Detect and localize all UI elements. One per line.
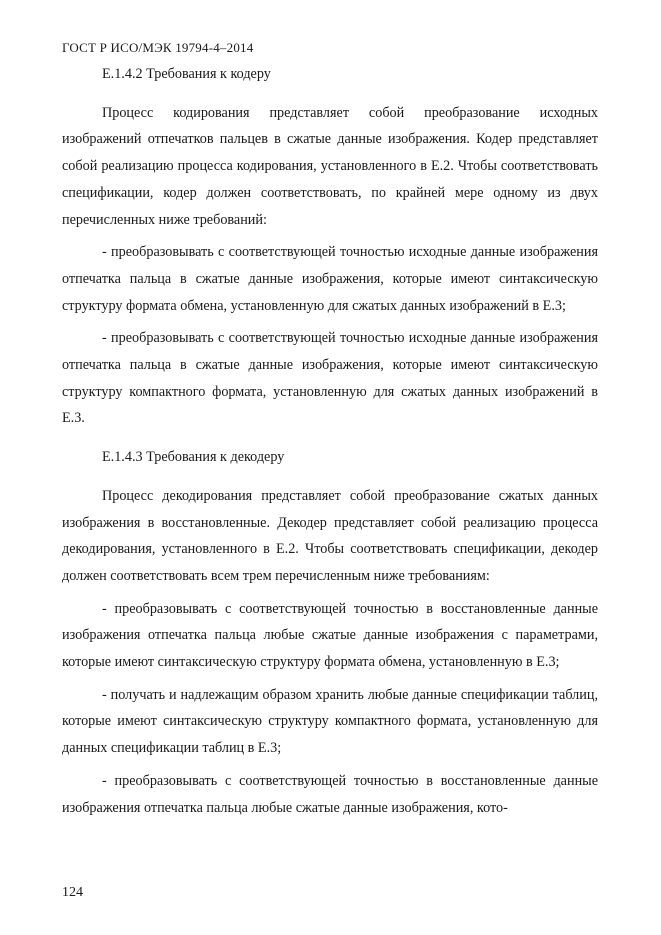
section-heading: E.1.4.3 Требования к декодеру <box>102 449 285 466</box>
section-encoder-requirements <box>62 61 598 432</box>
list-item: - преобразовывать с соответствующей точностью исходные данные изображения отпечатка пальца в сжатые данные изображения, которые имеют синтаксическую структуру компактного формата, установленную для сжатых данных изображений в Е.3. <box>62 330 598 427</box>
section-decoder-requirements <box>62 444 598 821</box>
running-header: ГОСТ Р ИСО/МЭК 19794-4–2014 <box>62 40 254 55</box>
document-body <box>62 61 598 827</box>
section-heading: E.1.4.2 Требования к кодеру <box>102 66 271 82</box>
list-item: - получать и надлежащим образом хранить любые данные спецификации таблиц, которые имеют синтаксическую структуру компактного формата, установленную для данных спецификации таблиц в Е.3; <box>62 686 598 757</box>
paragraph: Процесс декодирования представляет собой преобразование сжатых данных изображения в восстановленные. Декодер представляет собой реализацию процесса декодирования, установленного в Е.2. Чтобы соответствовать спецификации, декодер должен соответствовать всем трем перечисленным ниже требованиям: <box>62 487 598 584</box>
page-number: 124 <box>62 885 83 900</box>
list-item: - преобразовывать с соответствующей точностью в восстановленные данные изображения отпечатка пальца любые сжатые данные изображения с параметрами, которые имеют синтаксическую структуру формата обмена, установленную в Е.3; <box>62 600 598 671</box>
list-item: - преобразовывать с соответствующей точностью исходные данные изображения отпечатка пальца в сжатые данные изображения, которые имеют синтаксическую структуру формата обмена, установленную для сжатых данных изображений в Е.3; <box>62 244 598 314</box>
list-item: - преобразовывать с соответствующей точностью в восстановленные данные изображения отпечатка пальца любые сжатые данные изображения, кото- <box>62 772 598 816</box>
paragraph: Процесс кодирования представляет собой преобразование исходных изображений отпечатков пальцев в сжатые данные изображения. Кодер представляет собой реализацию процесса кодирования, установленного в Е.2. Чтобы соответствовать спецификации, кодер должен соответствовать, по крайней мере одному из двух перечисленных ниже требований: <box>62 104 598 228</box>
